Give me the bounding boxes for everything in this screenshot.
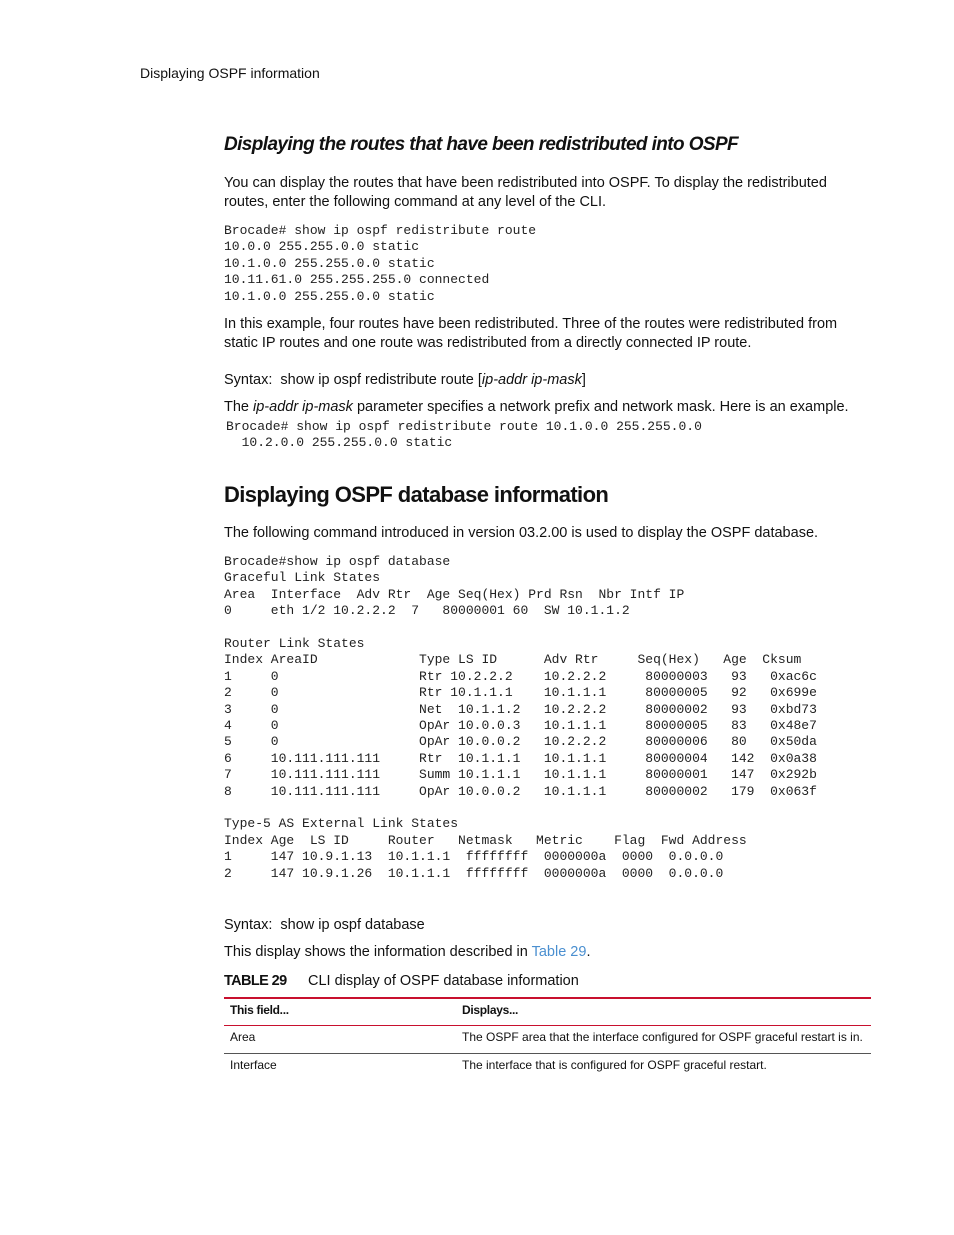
table-header-displays: Displays... xyxy=(462,1003,519,1018)
syntax-command: show ip ospf database xyxy=(280,916,425,933)
field-table xyxy=(224,997,871,1081)
syntax-params: ip-addr ip-mask xyxy=(481,372,582,389)
table-cell-description: The OSPF area that the interface configured for OSPF graceful restart is in. xyxy=(462,1030,863,1045)
syntax-command: show ip ospf redistribute route xyxy=(280,372,474,389)
redistributed-explanation: In this example, four routes have been redistributed. Three of the routes were redistributed from static IP routes and one route was redistributed from a directly connected IP route. xyxy=(224,316,838,351)
param-text-pre: The xyxy=(224,399,254,416)
syntax-bracket-close: ] xyxy=(581,372,586,389)
table-caption xyxy=(224,973,874,989)
table-cell-description: The interface that is configured for OSPF graceful restart. xyxy=(462,1058,767,1073)
display-text-pre: This display shows the information described in xyxy=(224,943,532,960)
table-row xyxy=(224,1054,871,1082)
table-row xyxy=(224,1026,871,1054)
table-29-link[interactable]: Table 29 xyxy=(531,943,587,960)
database-syntax xyxy=(224,916,874,934)
display-text-post: . xyxy=(586,943,591,960)
parameter-description xyxy=(224,398,874,417)
table-number: TABLE 29 xyxy=(224,973,287,990)
table-header-row xyxy=(224,998,871,1026)
database-code-block: Brocade#show ip ospf database Graceful Link States Area Interface Adv Rtr Age Seq(Hex) Prd Rsn Nbr Intf IP 0 eth 1/2 10.2.2.2 7 80000001 60 SW 10.1.1.2 Router Link States Index AreaID Type LS ID Adv Rtr Seq(Hex) Age Cksum 1 0 Rtr 10.2.2.2 10.2.2.2 80000003 93 0xac6c 2 0 Rtr 10.1.1.1 10.1.1.1 80000005 92 0x699e 3 0 Net 10.1.1.2 10.2.2.2 80000002 93 0xbd73 4 0 OpAr 10.0.0.3 10.1.1.1 80000005 83 0x48e7 5 0 OpAr 10.0.0.2 10.2.2.2 80000006 80 0x50da 6 10.111.111.111 Rtr 10.1.1.1 10.1.1.1 80000004 142 0x0a38 7 10.111.111.111 Summ 10.1.1.1 10.1.1.1 80000001 147 0x292b 8 10.111.111.111 OpAr 10.0.0.2 10.1.1.1 80000002 179 0x063f Type-5 AS External Link States Index Age LS ID Router Netmask Metric Flag Fwd Address 1 147 10.9.1.13 10.1.1.1 ffffffff 0000000a 0000 0.0.0.0 2 147 10.9.1.26 10.1.1.1 ffffffff 0000000a 0000 0.0.0.0 xyxy=(224,553,817,881)
syntax-label: Syntax: xyxy=(224,372,273,389)
section-heading-redistributed: Displaying the routes that have been redistributed into OSPF xyxy=(224,134,739,155)
table-cell-field: Area xyxy=(230,1030,256,1045)
database-intro: The following command introduced in version 03.2.00 is used to display the OSPF database. xyxy=(224,525,819,542)
redistribute-code-block: Brocade# show ip ospf redistribute route 10.0.0 255.255.0.0 static 10.1.0.0 255.255.0.0 static 10.11.61.0 255.255.255.0 connected 10.1.0.0 255.255.0.0 static xyxy=(224,223,537,304)
display-reference xyxy=(224,943,874,962)
syntax-label: Syntax: xyxy=(224,916,273,933)
table-caption-text: CLI display of OSPF database information xyxy=(308,973,579,990)
redistribute-example-code: Brocade# show ip ospf redistribute route 10.1.0.0 255.255.0.0 10.2.0.0 255.255.0.0 static xyxy=(226,418,702,450)
redistribute-syntax xyxy=(224,371,874,389)
section-heading-database: Displaying OSPF database information xyxy=(224,482,609,508)
param-text-post: parameter specifies a network prefix and network mask. Here is an example. xyxy=(352,399,849,416)
table-header-field: This field... xyxy=(230,1003,289,1018)
running-header: Displaying OSPF information xyxy=(140,65,320,81)
table-cell-field: Interface xyxy=(230,1058,277,1073)
syntax-bracket-open: [ xyxy=(477,372,482,389)
page-content xyxy=(224,132,874,1081)
redistributed-intro: You can display the routes that have been redistributed into OSPF. To display the redistributed routes, enter the following command at any level of the CLI. xyxy=(224,175,827,210)
param-text-italic: ip-addr ip-mask xyxy=(253,399,353,416)
